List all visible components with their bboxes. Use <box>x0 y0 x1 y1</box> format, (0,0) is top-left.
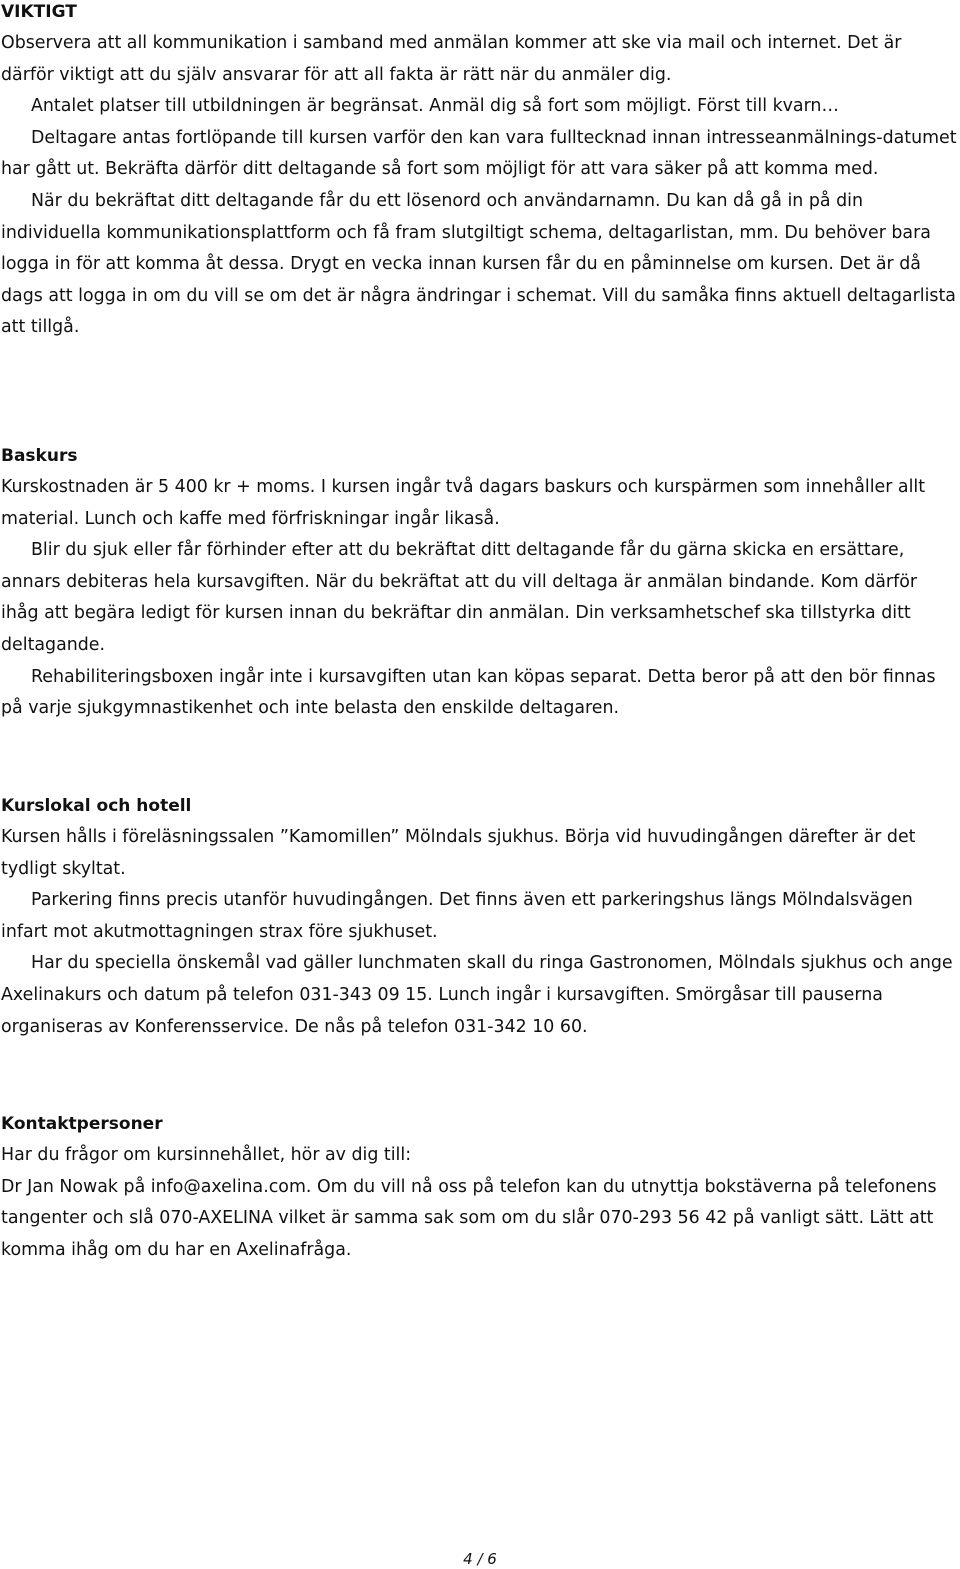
paragraph: Rehabiliteringsboxen ingår inte i kursavgiften utan kan köpas separat. Detta beror på att den bör finnas på varje sjukgymnastikenhet och inte belasta den enskilde deltagaren. <box>1 666 936 719</box>
paragraph: Observera att all kommunikation i samband med anmälan kommer att ske via mail och internet. Det är därför viktigt att du själv ansvarar för att all fakta är rätt när du anmäler dig. <box>1 33 902 85</box>
paragraph: Har du speciella önskemål vad gäller lunchmaten skall du ringa Gastronomen, Mölndals sjukhus och ange Axelinakurs och datum på telefon 031-343 09 15. Lunch ingår i kursavgiften. Smörgåsar till pauserna organiseras av Konferensservice. De nås på telefon 031-342 10 60. <box>1 953 953 1037</box>
section-viktigt <box>1 0 959 344</box>
paragraph: Har du frågor om kursinnehållet, hör av dig till: <box>1 1145 412 1165</box>
paragraph: När du bekräftat ditt deltagande får du ett lösenord och användarnamn. Du kan då gå in på din individuella kommunikationsplattform och få fram slutgiltigt schema, deltagarlistan, mm. Du behöver bara logga in för att komma åt dessa. Drygt en vecka innan kursen får du en påminnelse om kursen. Det är då dags att logga in om du vill se om det är några ändringar i schemat. Vill du samåka finns aktuell deltagarlista att tillgå. <box>1 190 956 338</box>
paragraph: Antalet platser till utbildningen är begränsat. Anmäl dig så fort som möjligt. Först till kvarn… <box>31 96 839 117</box>
paragraph: Parkering finns precis utanför huvudingången. Det finns även ett parkeringshus längs Mölndalsvägen infart mot akutmottagningen strax före sjukhuset. <box>1 890 913 942</box>
paragraph: Kurskostnaden är 5 400 kr + moms. I kursen ingår två dagars baskurs och kurspärmen som innehåller allt material. Lunch och kaffe med förfriskningar ingår likaså. <box>1 477 926 529</box>
paragraph: Blir du sjuk eller får förhinder efter att du bekräftat ditt deltagande får du gärna skicka en ersättare, annars debiteras hela kursavgiften. När du bekräftat att du vill deltaga är anmälan bindande. Kom därför ihåg att begära ledigt för kursen innan du bekräftar din anmälan. Din verksamhetschef ska tillstyrka ditt deltagande. <box>1 540 917 655</box>
page-number: 4 / 6 <box>463 1550 497 1568</box>
section-heading-baskurs: Baskurs <box>1 446 78 466</box>
section-heading-kontaktpersoner: Kontaktpersoner <box>1 1114 163 1134</box>
section-kontaktpersoner <box>1 1108 959 1266</box>
paragraph: Deltagare antas fortlöpande till kursen varför den kan vara fulltecknad innan intresseanmälnings-datumet har gått ut. Bekräfta därför ditt deltagande så fort som möjligt för att vara säker på att komma med. <box>1 127 957 180</box>
section-baskurs <box>1 440 959 725</box>
paragraph: Dr Jan Nowak på info@axelina.com. Om du vill nå oss på telefon kan du utnyttja bokstäverna på telefonens tangenter och slå 070-AXELINA vilket är samma sak som om du slår 070-293 56 42 på vanligt sätt. Lätt att komma ihåg om du har en Axelinafråga. <box>1 1176 937 1260</box>
section-heading-kurslokal: Kurslokal och hotell <box>1 796 192 816</box>
section-heading-viktigt: VIKTIGT <box>1 2 77 22</box>
section-kurslokal <box>1 790 959 1043</box>
paragraph: Kursen hålls i föreläsningssalen ”Kamomillen” Mölndals sjukhus. Börja vid huvudingången därefter är det tydligt skyltat. <box>1 827 916 879</box>
